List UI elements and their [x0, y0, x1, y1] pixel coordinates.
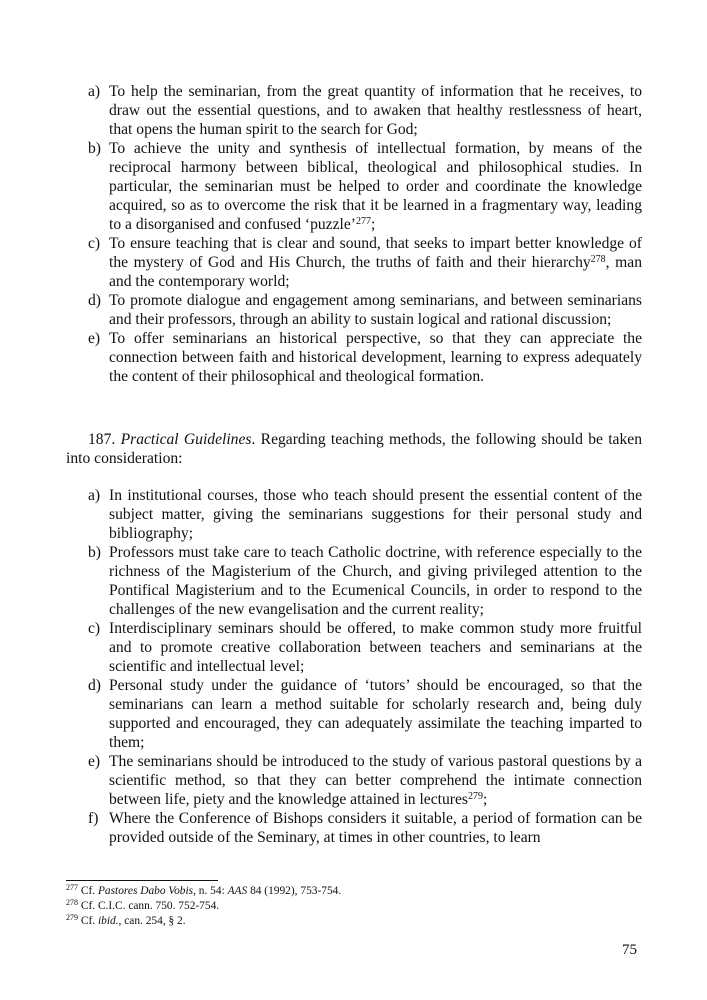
item-text: The seminarians should be introduced to the study of various pastoral questions by a scientific method, so that they can better comprehend the intimate connection between life, piety and the knowledge attained in lectures	[109, 753, 642, 808]
item-label: f)	[88, 810, 99, 827]
item-text: To offer seminarians an historical perspective, so that they can appreciate the connection between faith and historical development, learning to express adequately the content of their philosophical and theological formation.	[109, 330, 642, 385]
footnote-italic: ibid.	[97, 915, 119, 927]
item-label: c)	[88, 620, 101, 637]
item-label: a)	[88, 83, 101, 100]
footnote-text: Cf.	[80, 915, 98, 927]
item-text: In institutional courses, those who teach should present the essential content of the subject matter, giving the seminarians suggestions for their personal study and bibliography;	[109, 487, 642, 542]
item-text-tail: , man and the contemporary world;	[109, 254, 642, 290]
item-text: Where the Conference of Bishops considers it suitable, a period of formation can be provided outside of the Seminary, at times in other countries, to learn	[109, 810, 642, 846]
list-item	[88, 619, 642, 676]
footnote-number: 278	[66, 898, 78, 907]
item-label: d)	[88, 292, 101, 309]
item-label: c)	[88, 235, 101, 252]
objectives-list	[88, 82, 642, 386]
item-label: b)	[88, 140, 101, 157]
item-text: To help the seminarian, from the great quantity of information that he receives, to draw out the essential questions, and to awaken that healthy restlessness of heart, that opens the human spirit to the search for God;	[109, 83, 642, 138]
paragraph-187	[66, 430, 642, 468]
page-number: 75	[622, 942, 637, 958]
item-text: Professors must take care to teach Catholic doctrine, with reference especially to the richness of the Magisterium of the Church, and giving privileged attention to the Pontifical Magisterium and to the Ecumenical Councils, in order to respond to the challenges of the new evangelisation and the current reality;	[109, 544, 642, 618]
footnote-number: 277	[66, 883, 78, 892]
guidelines-list	[88, 486, 642, 847]
footnote-text: , can. 254, § 2.	[118, 915, 186, 927]
paragraph-number: 187.	[88, 431, 116, 448]
list-item	[88, 139, 642, 234]
item-label: e)	[88, 753, 101, 770]
footnote-divider	[66, 880, 218, 881]
paragraph-text: . Regarding teaching methods, the following should be taken into consideration:	[66, 431, 642, 467]
footnote-italic: Pastores Dabo Vobis	[97, 885, 194, 897]
footnote	[66, 914, 642, 929]
footnote-text: Cf.	[80, 885, 98, 897]
item-label: d)	[88, 677, 101, 694]
item-text: Personal study under the guidance of ‘tutors’ should be encouraged, so that the seminarians can learn a method suitable for scholarly research and, being duly supported and encouraged, they can adequately assimilate the teaching imparted to them;	[109, 677, 642, 751]
footnote-ref: 277	[355, 216, 371, 227]
list-item	[88, 486, 642, 543]
footnotes	[66, 884, 642, 929]
list-item	[88, 752, 642, 809]
footnote-text: 84 (1992), 753-754.	[247, 885, 342, 897]
footnote-text: Cf. C.I.C. cann. 750. 752-754.	[80, 900, 220, 912]
item-text: Interdisciplinary seminars should be offered, to make common study more fruitful and to promote creative collaboration between teachers and seminarians at the scientific and intellectual level;	[109, 620, 642, 675]
footnote-text: , n. 54:	[193, 885, 228, 897]
list-item	[88, 291, 642, 329]
list-item	[88, 329, 642, 386]
list-item	[88, 676, 642, 752]
item-text: To ensure teaching that is clear and sound, that seeks to impart better knowledge of the mystery of God and His Church, the truths of faith and their hierarchy	[109, 235, 642, 271]
item-label: b)	[88, 544, 101, 561]
footnote	[66, 899, 642, 914]
list-item	[88, 82, 642, 139]
item-text-tail: ;	[482, 791, 488, 808]
footnote-ref: 278	[590, 254, 606, 265]
item-text: To promote dialogue and engagement among seminarians, and between seminarians and their professors, through an ability to sustain logical and rational discussion;	[109, 292, 642, 328]
list-item	[88, 543, 642, 619]
list-item	[88, 234, 642, 291]
item-label: e)	[88, 330, 101, 347]
paragraph-heading: Practical Guidelines	[120, 431, 252, 448]
list-item	[88, 809, 642, 847]
footnote	[66, 884, 642, 899]
footnote-ref: 279	[467, 791, 483, 802]
item-text: To achieve the unity and synthesis of intellectual formation, by means of the reciprocal harmony between biblical, theological and philosophical studies. In particular, the seminarian must be helped to order and coordinate the knowledge acquired, so as to overcome the risk that it be learned in a fragmentary way, leading to a disorganised and confused ‘puzzle’	[109, 140, 642, 233]
footnote-italic: AAS	[227, 885, 248, 897]
item-label: a)	[88, 487, 101, 504]
footnote-number: 279	[66, 913, 78, 922]
item-text-tail: ;	[370, 216, 376, 233]
